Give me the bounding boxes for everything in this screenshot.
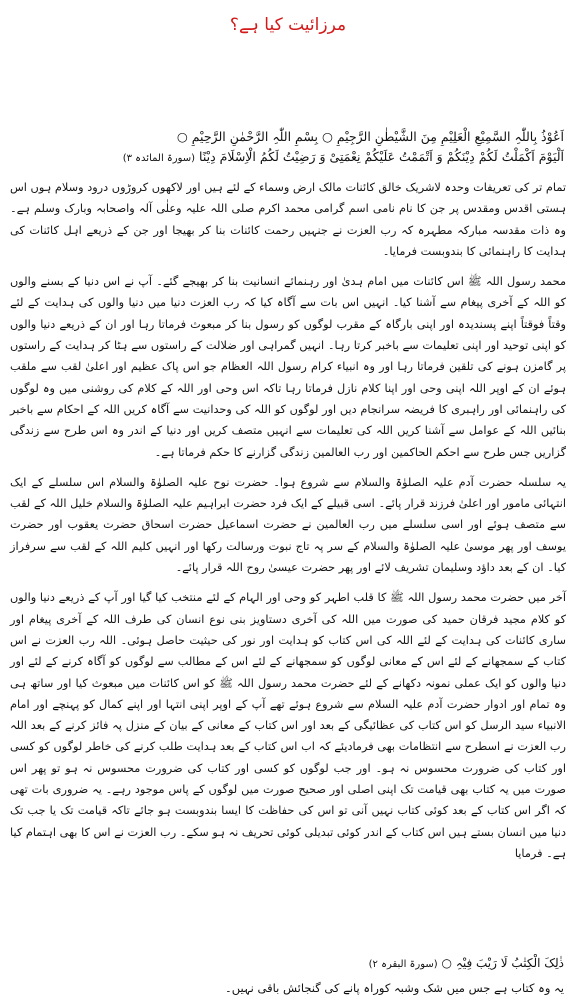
verse-reference: (سورۃ البقرہ ۲) — [368, 959, 438, 970]
arabic-verse-line-2 — [12, 147, 564, 168]
arabic-verse-text: ذٰلِکَ الْکِتٰبُ لَا رَیْبَ فِیْہِ ○ — [441, 956, 564, 970]
article-body — [10, 177, 566, 873]
arabic-verse-text: اَلْیَوْمَ اَکْمَلْتُ لَکُمْ دِیْنَکُمْ وَ اَتْمَمْتُ عَلَیْکُمْ نِعْمَتِیْ وَ رَضِیْتُ لَکُمُ الْاِسْلَامَ دِیْنًا — [199, 149, 564, 164]
closing-arabic-verse — [12, 954, 564, 974]
page-title: مرزائیت کیا ہے؟ — [229, 15, 347, 35]
body-paragraph: آخر میں حضرت محمد رسول اللہ ﷺ کا قلب اطہر کو وحی اور الہام کے لئے منتخب کیا گیا اور آپ کے ذریعے دنیا والوں کو کلام مجید فرقان حمید کی صورت میں اللہ کی آخری دستاویز بنی نوع انسان کی طرف اللہ کے آخری پیغام اور ساری کائنات کی ہدایت کے لئے اللہ کی اس کتاب کو ہدایت اور نور کی حیثیت حاصل ہوئی۔ اللہ رب العزت نے اس کتاب کے سمجھانے کے لئے اس کے معانی لوگوں کو سمجھانے کے لئے اس کے مطالب سے لوگوں کو آگاہ کرنے کے لئے اور دنیا والوں کو ایک عملی نمونہ دکھانے کے لئے حضرت محمد رسول اللہ ﷺ کو اس کائنات میں مبعوث کیا اور ساتھ ہی وہ تمام اور ادوار حضرت آدم علیہ السلام سے شروع ہوئے تھے آپ کے اوپر اپنی انتہا اور اپنے کمال کو پہنچے اور امام الانبیاء سید الرسل کو اس کتاب کی عظائیگی کے بعد اور اس کتاب کے معانی کے بیان کے منزل پہ فائز کرنے کے بعد اللہ رب العزت نے اسطرح سے انتظامات بھی فرمادیئے کہ اب اس کتاب کے بعد ہدایت طلب کرنے کی خاطر لوگوں کو کسی اور کتاب کی ضرورت محسوس نہ ہو۔ اور جب لوگوں کو کسی اور کتاب کی ضرورت محسوس نہ ہو تو پھر اس صورت میں یہ کتاب بھی قیامت تک اپنی اصلی اور صحیح صورت میں لوگوں کے پاس موجود رہے۔ یہ ضروری بات تھی کہ اگر اس کتاب کے بعد کوئی کتاب نہیں آنی تو اس کی حفاظت کا ایسا بندوبست ہو جائے تاکہ قیامت تک یا جب تک دنیا میں انسان بستے ہیں اس کتاب کے اندر کوئی تبدیلی کوئی تحریف نہ ہو سکے۔ رب العزت نے اس کا بھی اہتمام کیا ہے۔ فرمایا — [10, 591, 566, 860]
body-paragraph: تمام تر کی تعریفات وحدہ لاشریک خالق کائنات مالک ارض وسماء کے لئے ہیں اور لاکھوں کروڑوں درود وسلام ہوں اس ہستی اقدس ومقدس پر جن کا نام نامی اسم گرامی محمد اکرم صلی اللہ علیہ وعلٰی آلہ واصحابہ وبارک وسلم ہے۔ وہ ذات مقدسہ مبارکہ مطہرہ کہ رب العزت نے جنہیں رحمت کائنات بنا کر بھیجا اور جن کے ذریعے اہل کائنات کی ہدایت کا راہنمائی کا بندوبست فرمایا۔ — [10, 181, 566, 258]
arabic-verse-text: اَعُوْذُ بِاللّٰہِ السَّمِیْعِ الْعَلِیْمِ مِنَ الشَّیْطٰنِ الرَّجِیْمِ ○ بِسْمِ اللّٰہِ الرَّحْمٰنِ الرَّحِیْمِ ○ — [176, 129, 564, 144]
closing-line: یہ وہ کتاب ہے جس میں شک وشبہ کوراہ پانے کی گنجائش باقی نہیں۔ — [224, 981, 564, 995]
body-paragraph: یہ سلسلہ حضرت آدم علیہ الصلوٰۃ والسلام سے شروع ہوا۔ حضرت نوح علیہ الصلوٰۃ والسلام اس سلسلے کے ایک انتہائی مامور اور اعلیٰ فرزند قرار پائے۔ اسی قبیلے کے ایک فرد حضرت ابراہیم علیہ الصلوٰۃ والسلام خلیل اللہ کے لقب سے متصف ہوئے اور اسی سلسلے میں رب العالمین نے حضرت اسماعیل حضرت اسحاق حضرت یعقوب اور حضرت یوسف اور پھر موسیٰ علیہ الصلوٰۃ والسلام کے سر پہ تاج نبوت ورسالت رکھا اور انہیں کلیم اللہ کے لقب سے سرفراز کیا۔ ان کے بعد داؤد وسلیمان تشریف لائے اور پھر حضرت عیسیٰ روح اللہ قرار پائے۔ — [10, 475, 566, 575]
verse-reference: (سورۃ المائدہ ۳) — [122, 153, 196, 164]
body-paragraph: محمد رسول اللہ ﷺ اس کائنات میں امام ہدیٰ اور رہنمائے انسانیت بنا کر بھیجے گئے۔ آپ نے اس دنیا کے بسنے والوں کو اللہ کے آخری پیغام سے آشنا کیا۔ انہیں اس بات سے آگاہ کیا کہ رب العزت دنیا میں دنیا والوں کی ہدایت کے لئے وقتاً فوقتاً اپنے پسندیدہ اور اپنی بارگاہ کے مقرب لوگوں کو رسول بنا کر مبعوث فرماتا رہا اور ان کے ذریعے دنیا والوں کو اپنی توحید اور اپنی تعلیمات سے باخبر کرتا رہا۔ انہیں گمراہی اور ضلالت کے راستوں سے ہٹا کر ہدایت کے راستوں پر گامزن ہونے کی تلقین فرماتا رہا اور وہ انبیاء کرام رسول اللہ العظام جو اس پاک عظیم اور اعلیٰ لقب سے ملقب ہوئے ان کے اوپر اللہ اپنی وحی اور اپنا کلام نازل فرماتا رہا تاکہ اس وحی اور اللہ کے کلام کی روشنی میں وہ لوگوں کی راہنمائی اور راہبری کا فریضہ سرانجام دیں اور لوگوں کو اللہ کی وحدانیت سے آگاہ کریں اللہ کے احکام سے باخبر بنائیں اللہ کے عوامل سے آشنا کریں اللہ کی تعلیمات سے انہیں متصف کریں اور دنیا کے اندر وہ اس طرح سے زندگی گزاریں جس طرح سے احکم الحاکمین اور رب العالمین زندگی گزارنے کا حکم فرماتا ہے۔ — [10, 275, 566, 459]
arabic-verse-line-1 — [12, 127, 564, 146]
